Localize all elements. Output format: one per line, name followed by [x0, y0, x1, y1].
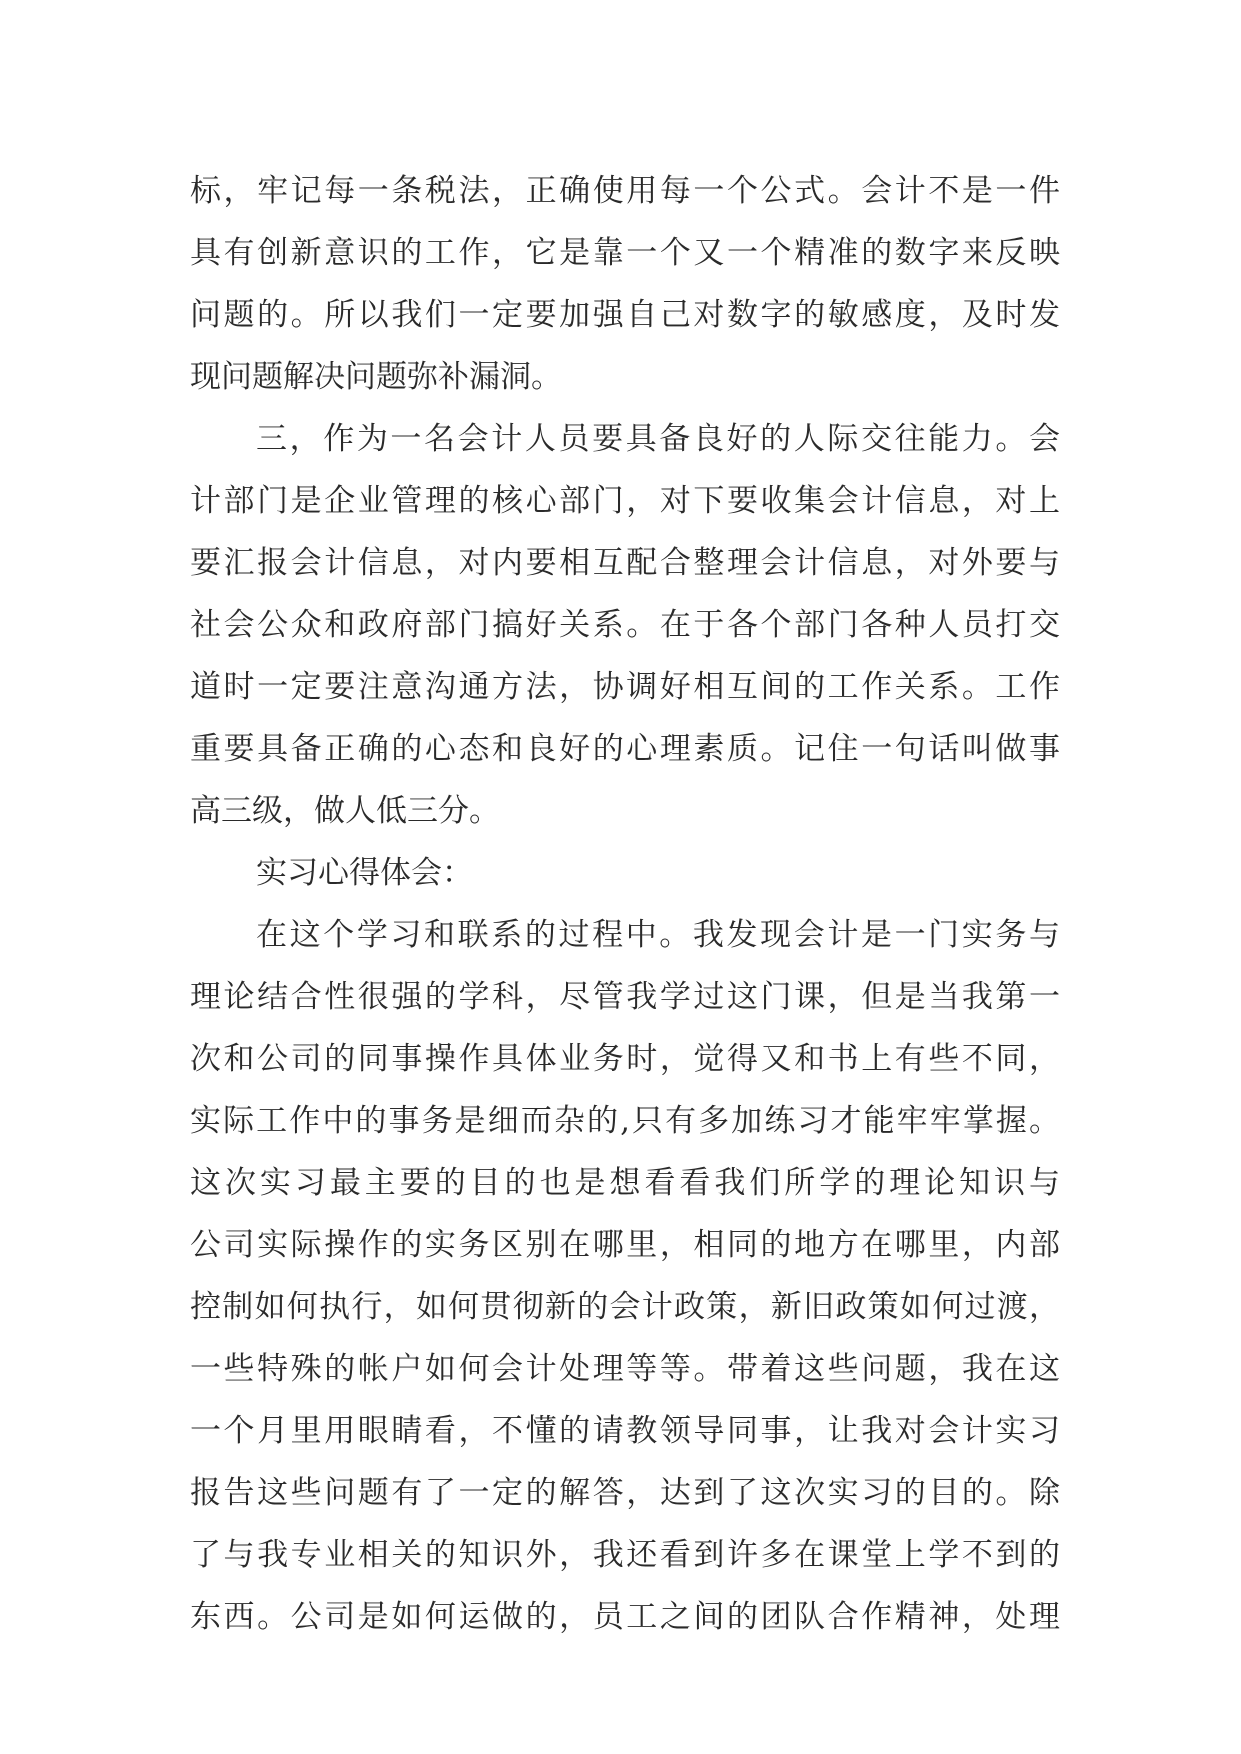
text-line: 一个月里用眼睛看，不懂的请教领导同事，让我对会计实习 [190, 1413, 1060, 1449]
text-line: 理论结合性很强的学科，尽管我学过这门课，但是当我第一 [190, 979, 1060, 1015]
text-line: 道时一定要注意沟通方法，协调好相互间的工作关系。工作 [190, 669, 1060, 705]
text-line: 控制如何执行，如何贯彻新的会计政策，新旧政策如何过渡， [190, 1289, 1060, 1325]
section-heading: 实习心得体会： [256, 855, 473, 891]
text-line: 在这个学习和联系的过程中。我发现会计是一门实务与 [256, 917, 1060, 953]
text-line: 标，牢记每一条税法，正确使用每一个公式。会计不是一件 [190, 173, 1060, 209]
text-line: 次和公司的同事操作具体业务时，觉得又和书上有些不同， [190, 1041, 1060, 1077]
text-line: 社会公众和政府部门搞好关系。在于各个部门各种人员打交 [190, 607, 1060, 643]
text-line: 公司实际操作的实务区别在哪里，相同的地方在哪里，内部 [190, 1227, 1060, 1263]
text-line: 重要具备正确的心态和良好的心理素质。记住一句话叫做事 [190, 731, 1060, 767]
text-line: 要汇报会计信息，对内要相互配合整理会计信息，对外要与 [190, 545, 1060, 581]
text-line: 问题的。所以我们一定要加强自己对数字的敏感度，及时发 [190, 297, 1060, 333]
text-line: 实际工作中的事务是细而杂的,只有多加练习才能牢牢掌握。 [190, 1103, 1060, 1139]
text-line: 现问题解决问题弥补漏洞。 [190, 359, 562, 395]
text-line: 东西。公司是如何运做的，员工之间的团队合作精神，处理 [190, 1599, 1060, 1635]
text-line: 计部门是企业管理的核心部门，对下要收集会计信息，对上 [190, 483, 1060, 519]
text-line: 这次实习最主要的目的也是想看看我们所学的理论知识与 [190, 1165, 1060, 1201]
text-line: 高三级，做人低三分。 [190, 793, 500, 829]
body-text [190, 160, 1060, 1648]
text-line: 具有创新意识的工作，它是靠一个又一个精准的数字来反映 [190, 235, 1060, 271]
text-line: 报告这些问题有了一定的解答，达到了这次实习的目的。除 [190, 1475, 1060, 1511]
text-line: 三，作为一名会计人员要具备良好的人际交往能力。会 [256, 421, 1060, 457]
text-line: 一些特殊的帐户如何会计处理等等。带着这些问题，我在这 [190, 1351, 1060, 1387]
text-line: 了与我专业相关的知识外，我还看到许多在课堂上学不到的 [190, 1537, 1060, 1573]
